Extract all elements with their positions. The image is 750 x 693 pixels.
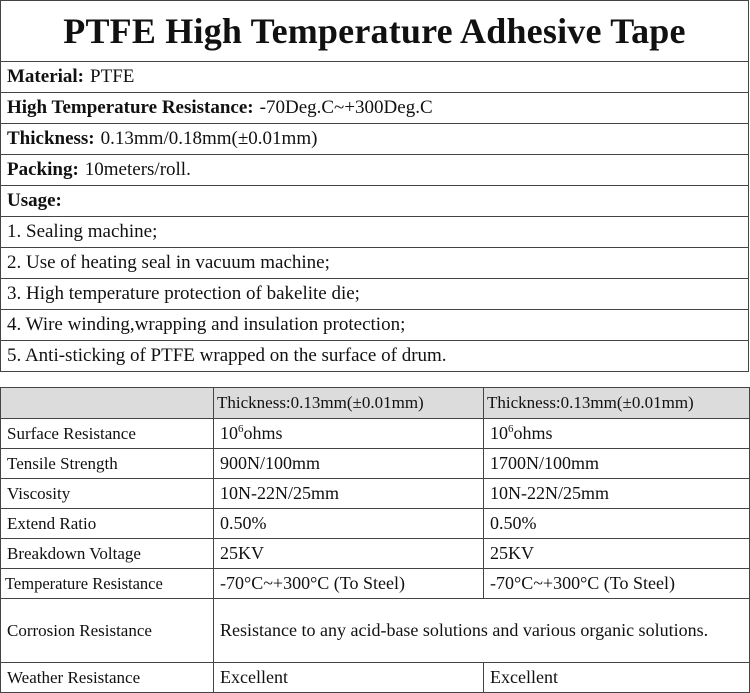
spec-label: Usage: <box>7 190 62 211</box>
row-label: Viscosity <box>1 479 214 509</box>
header-cell: Thickness:0.13mm(±0.01mm) <box>214 388 484 419</box>
spec-row-temperature <box>1 93 748 124</box>
row-label: Weather Resistance <box>1 663 214 693</box>
value-base: 10 <box>220 423 238 443</box>
header-cell: Thickness:0.13mm(±0.01mm) <box>484 388 750 419</box>
usage-item: 1. Sealing machine; <box>1 217 748 248</box>
spec-label: Material: <box>7 66 85 87</box>
spec-value: PTFE <box>90 66 135 87</box>
table-row <box>1 479 750 509</box>
cell-value: 900N/100mm <box>214 449 484 479</box>
spec-row-material <box>1 62 748 93</box>
row-label: Surface Resistance <box>1 419 214 449</box>
usage-item: 4. Wire winding,wrapping and insulation protection; <box>1 310 748 341</box>
cell-value: 10N-22N/25mm <box>484 479 750 509</box>
cell-value <box>484 419 750 449</box>
value-base: 10 <box>490 423 508 443</box>
spec-row-thickness <box>1 124 748 155</box>
row-label: Extend Ratio <box>1 509 214 539</box>
table-header-row <box>1 388 750 419</box>
table-row <box>1 449 750 479</box>
cell-value: 1700N/100mm <box>484 449 750 479</box>
cell-value-merged: Resistance to any acid-base solutions and various organic solutions. <box>214 599 750 663</box>
header-cell-blank <box>1 388 214 419</box>
cell-value: Excellent <box>484 663 750 693</box>
usage-item: 2. Use of heating seal in vacuum machine; <box>1 248 748 279</box>
row-label: Corrosion Resistance <box>1 599 214 663</box>
table-row <box>1 539 750 569</box>
cell-value: 25KV <box>214 539 484 569</box>
spec-value: 0.13mm/0.18mm(±0.01mm) <box>100 128 318 149</box>
row-label: Temperature Resistance <box>1 569 214 599</box>
usage-item: 5. Anti-sticking of PTFE wrapped on the surface of drum. <box>7 345 447 366</box>
spec-value: -70Deg.C~+300Deg.C <box>259 97 433 118</box>
row-label: Tensile Strength <box>1 449 214 479</box>
page-title: PTFE High Temperature Adhesive Tape <box>1 1 748 62</box>
cell-value: 10N-22N/25mm <box>214 479 484 509</box>
table-row <box>1 599 750 663</box>
spec-label: Packing: <box>7 159 79 180</box>
cell-value: -70°C~+300°C (To Steel) <box>214 569 484 599</box>
row-label: Breakdown Voltage <box>1 539 214 569</box>
value-unit: ohms <box>513 423 553 443</box>
cell-value: 0.50% <box>214 509 484 539</box>
spec-row-packing <box>1 155 748 186</box>
value-exponent: 6 <box>238 423 244 435</box>
spec-label: Thickness: <box>7 128 95 149</box>
cell-value: 0.50% <box>484 509 750 539</box>
spec-row-usage <box>1 186 748 217</box>
usage-item: 3. High temperature protection of bakelite die; <box>1 279 748 310</box>
table-row <box>1 569 750 599</box>
table-row <box>1 509 750 539</box>
table-row <box>1 663 750 693</box>
cell-value: Excellent <box>214 663 484 693</box>
spec-value: 10meters/roll. <box>84 159 191 180</box>
cell-value: 25KV <box>484 539 750 569</box>
spec-label: High Temperature Resistance: <box>7 97 254 118</box>
cell-value <box>214 419 484 449</box>
value-exponent: 6 <box>508 423 514 435</box>
value-unit: ohms <box>243 423 283 443</box>
cell-value: -70°C~+300°C (To Steel) <box>484 569 750 599</box>
table-row <box>1 419 750 449</box>
properties-table <box>0 387 750 693</box>
